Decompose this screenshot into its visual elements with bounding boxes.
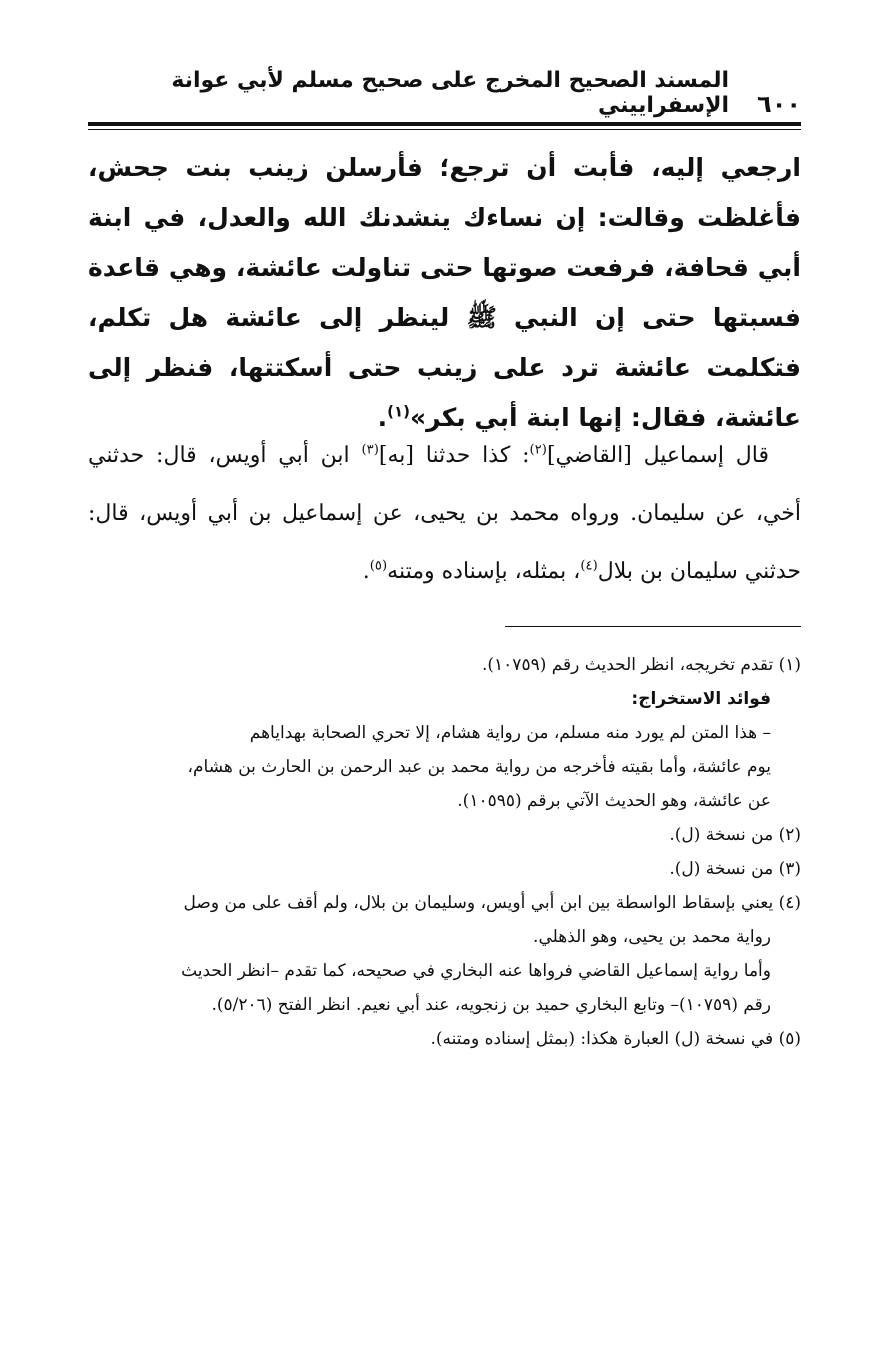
footnote-4-line-4: رقم (١٠٧٥٩)– وتابع البخاري حميد بن زنجويه، عند أبي نعيم. انظر الفتح (٥/٢٠٦).: [211, 995, 771, 1015]
footnote-3: (٣) من نسخة (ل).: [669, 859, 801, 879]
narration-paragraph: [88, 427, 801, 601]
footnotes-section: [88, 648, 801, 1056]
narration-part-d: ، بمثله، بإسناده ومتنه: [387, 559, 581, 584]
hadith-text: [88, 143, 801, 443]
footnote-4-line-2: رواية محمد بن يحيى، وهو الذهلي.: [533, 927, 771, 947]
benefits-line-3: عن عائشة، وهو الحديث الآتي برقم (١٠٥٩٥).: [457, 791, 771, 811]
benefits-line-2: يوم عائشة، وأما بقيته فأخرجه من رواية محمد بن عبد الرحمن بن الحارث بن هشام،: [187, 757, 771, 777]
footnote-separator: [505, 626, 801, 627]
footnote-1: (١) تقدم تخريجه، انظر الحديث رقم (١٠٧٥٩).: [482, 655, 801, 675]
footnote-ref-4: (٤): [580, 558, 598, 574]
narration-part-a: قال إسماعيل [القاضي]: [546, 443, 769, 468]
narration-part-b: : كذا حدثنا [به]: [378, 443, 530, 468]
footnote-2: (٢) من نسخة (ل).: [669, 825, 801, 845]
footnote-ref-1: (١): [387, 402, 411, 421]
benefits-title: فوائد الاستخراج:: [631, 689, 771, 709]
narration-part-c: ابن أبي أويس، قال: حدثني أخي، عن سليمان. ورواه محمد بن يحيى، عن إسماعيل بن أبي أويس، قال: حدثني سليمان بن بلال: [88, 443, 801, 584]
page-header: [88, 68, 801, 118]
footnote-5: (٥) في نسخة (ل) العبارة هكذا: (بمثل إسناده ومتنه).: [430, 1029, 801, 1049]
header-rule-thick: [88, 122, 801, 126]
hadith-body: ارجعي إليه، فأبت أن ترجع؛ فأرسلن زينب بنت جحش، فأغلظت وقالت: إن نساءك ينشدنك الله والعدل، في ابنة أبي قحافة، فرفعت صوتها حتى تناولت عائشة، وهي قاعدة فسبتها حتى إن النبي ﷺ لينظر إلى عائشة هل تكلم، فتكلمت عائشة ترد على زينب حتى أسكتتها، فنظر إلى عائشة، فقال: إنها ابنة أبي بكر»: [88, 153, 801, 432]
header-rule-thin: [88, 129, 801, 130]
footnote-4-line-3: وأما رواية إسماعيل القاضي فرواها عنه البخاري في صحيحه، كما تقدم –انظر الحديث: [181, 961, 771, 981]
footnote-ref-5: (٥): [369, 558, 388, 574]
benefits-line-1: – هذا المتن لم يورد منه مسلم، من رواية هشام، إلا تحري الصحابة بهداياهم: [249, 723, 771, 743]
page-number: ٦٠٠: [757, 90, 801, 118]
hadith-end: .: [377, 403, 388, 432]
narration-end: .: [362, 559, 370, 584]
footnote-ref-3: (٣): [361, 442, 379, 458]
running-title: المسند الصحيح المخرج على صحيح مسلم لأبي عوانة الإسفراييني: [171, 68, 730, 118]
footnote-4-line-1: (٤) يعني بإسقاط الواسطة بين ابن أبي أويس، وسليمان بن بلال، ولم أقف على من وصل: [183, 893, 801, 913]
footnote-ref-2: (٢): [529, 442, 547, 458]
